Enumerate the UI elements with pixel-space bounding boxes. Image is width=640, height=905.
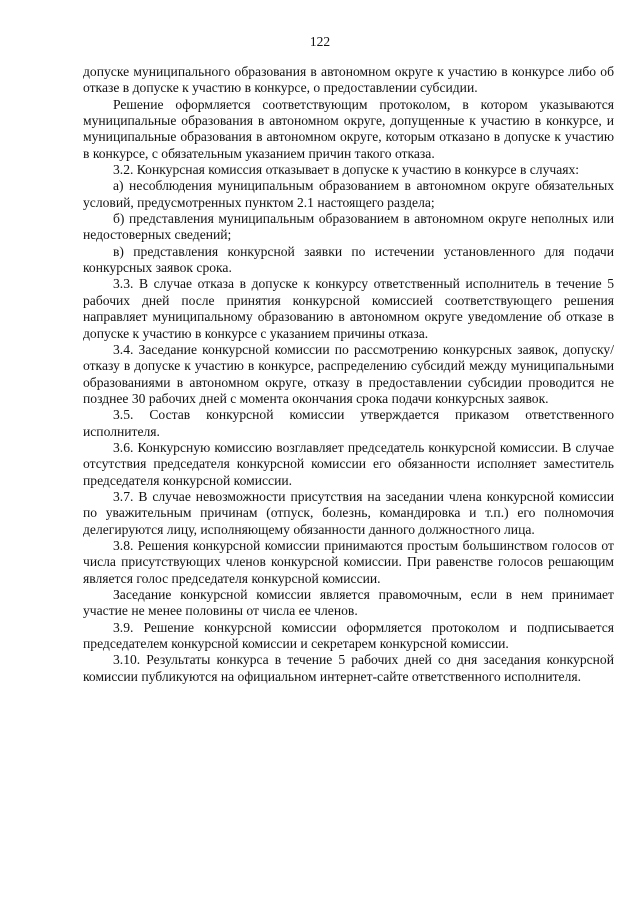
paragraph-continuation: допуске муниципального образования в автономном округе к участию в конкурсе либо об отказе в допуске к участию в конкурсе, о предоставлении субсидии.	[83, 64, 614, 96]
paragraph-3-9: 3.9. Решение конкурсной комиссии оформляется протоколом и подписывается председателем конкурсной комиссии и секретарем конкурсной комиссии.	[83, 619, 614, 652]
paragraph-3-2-a: а) несоблюдения муниципальным образованием в автономном округе обязательных условий, предусмотренных пунктом 2.1 настоящего раздела;	[83, 178, 614, 210]
paragraph-3-6: 3.6. Конкурсную комиссию возглавляет председатель конкурсной комиссии. В случае отсутствия председателя конкурсной комиссии его обязанности исполняет заместитель председателя конкурсной комиссии.	[83, 439, 614, 488]
paragraph-3-4: 3.4. Заседание конкурсной комиссии по рассмотрению конкурсных заявок, допуску/отказу в допуске к участию в конкурсе, распределению субсидий между муниципальными образованиями в автономном округе, отказу в предоставлении субсидии проводится не позднее 30 рабочих дней с момента окончания срока подачи конкурсных заявок.	[83, 341, 614, 406]
paragraph-3-7: 3.7. В случае невозможности присутствия на заседании члена конкурсной комиссии по уважительным причинам (отпуск, болезнь, командировка и т.п.) его полномочия делегируются лицу, исполняющему обязанности данного должностного лица.	[83, 488, 614, 537]
paragraph-quorum: Заседание конкурсной комиссии является правомочным, если в нем принимает участие не менее половины от числа ее членов.	[83, 587, 614, 619]
paragraph-3-2-b: б) представления муниципальным образованием в автономном округе неполных или недостоверных сведений;	[83, 211, 614, 243]
paragraph-3-8: 3.8. Решения конкурсной комиссии принимаются простым большинством голосов от числа присутствующих членов конкурсной комиссии. При равенстве голосов решающим является голос председателя конкурсной комиссии.	[83, 537, 614, 586]
page-number: 122	[309, 34, 331, 49]
paragraph-3-2-v: в) представления конкурсной заявки по истечении установленного для подачи конкурсных заявок срока.	[83, 243, 614, 276]
paragraph-3-2: 3.2. Конкурсная комиссия отказывает в допуске к участию в конкурсе в случаях:	[113, 162, 580, 178]
paragraph-decision-protocol: Решение оформляется соответствующим протоколом, в котором указываются муниципальные образования в автономном округе, допущенные к участию в конкурсе, и муниципальные образования в автономном округе, которым отказано в допуске к участию в конкурсе, с обязательным указанием причин такого отказа.	[83, 96, 614, 161]
paragraph-3-10: 3.10. Результаты конкурса в течение 5 рабочих дней со дня заседания конкурсной комиссии публикуются на официальном интернет-сайте ответственного исполнителя.	[83, 652, 614, 684]
document-body	[83, 64, 614, 685]
paragraph-3-5: 3.5. Состав конкурсной комиссии утверждается приказом ответственного исполнителя.	[83, 407, 614, 439]
paragraph-3-3: 3.3. В случае отказа в допуске к конкурсу ответственный исполнитель в течение 5 рабочих дней после принятия конкурсной комиссией соответствующего решения направляет муниципальному образованию в автономном округе уведомление об отказе в допуске к участию в конкурсе с указанием причины отказа.	[83, 276, 614, 341]
